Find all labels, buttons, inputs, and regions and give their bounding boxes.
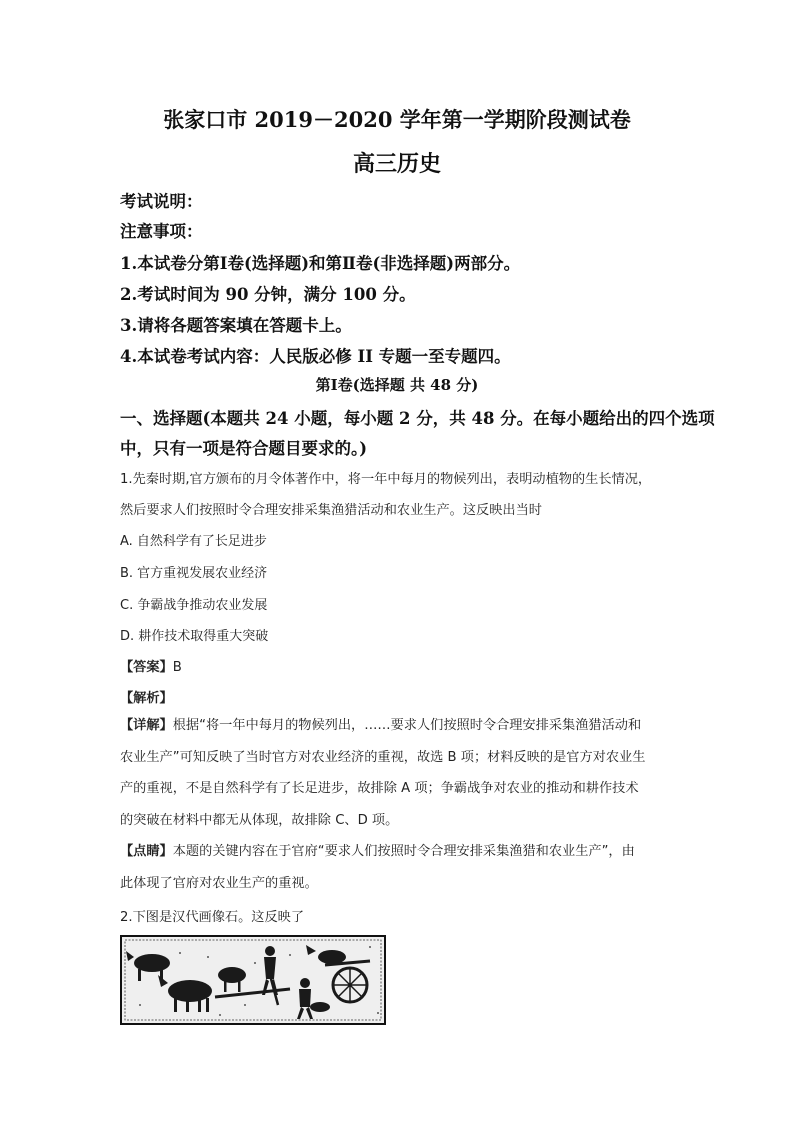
section-intro-line-1: 一、选择题(本题共 24 小题，每小题 2 分，共 48 分。在每小题给出的四个选项	[120, 409, 715, 428]
q1-detail	[120, 710, 676, 836]
instruction-item-1: 1.本试卷分第Ⅰ卷(选择题)和第Ⅱ卷(非选择题)两部分。	[120, 254, 521, 273]
comment-line-2: 此体现了官府对农业生产的重视。	[120, 875, 318, 891]
han-stone-relief-image	[120, 935, 386, 1025]
exam-subject: 高三历史	[352, 151, 441, 177]
exam-title: 张家口市 2019－2020 学年第一学期阶段测试卷	[163, 107, 631, 132]
instruction-item-4: 4.本试卷考试内容：人民版必修 II 专题一至专题四。	[120, 347, 511, 366]
detail-line-4: 的突破在材料中都无从体现，故排除 C、D 项。	[120, 812, 399, 828]
instruction-item-3: 3.请将各题答案填在答题卡上。	[120, 316, 352, 335]
q1-stem-line-1: 1.先秦时期,官方颁布的月令体著作中，将一年中每月的物候列出，表明动植物的生长情况，	[120, 472, 652, 487]
detail-line-3: 产的重视，不是自然科学有了长足进步，故排除 A 项；争霸战争对农业的推动和耕作技术	[120, 781, 639, 796]
detail-line-2: 农业生产”可知反映了当时官方对农业经济的重视，故选 B 项；材料反映的是官方对农业生	[120, 749, 646, 765]
comment-line-1: 【点睛】本题的关键内容在于官府“要求人们按照时令合理安排采集渔猎和农业生产”，由	[120, 844, 635, 859]
answer-value: B	[172, 660, 182, 675]
q1-comment	[120, 836, 676, 899]
answer-label: 【答案】	[120, 660, 173, 675]
q1-option-b: B. 官方重视发展农业经济	[120, 566, 268, 581]
section-intro-line-2: 中，只有一项是符合题目要求的。)	[120, 439, 368, 458]
comment-label: 【点睛】	[120, 844, 173, 859]
q1-option-d: D. 耕作技术取得重大突破	[120, 629, 269, 644]
exam-note-label: 考试说明：	[120, 192, 203, 211]
detail-label: 【详解】	[120, 718, 173, 733]
q1-answer	[120, 656, 182, 675]
section-heading: 第Ⅰ卷(选择题 共 48 分)	[315, 376, 479, 394]
attention-label: 注意事项：	[120, 222, 203, 241]
detail-line-1: 【详解】根据“将一年中每月的物候列出，……要求人们按照时令合理安排采集渔猎活动和	[120, 718, 642, 733]
q2-stem: 2.下图是汉代画像石。这反映了	[120, 910, 305, 925]
q1-stem-line-2: 然后要求人们按照时令合理安排采集渔猎活动和农业生产。这反映出当时	[120, 503, 542, 518]
instruction-item-2: 2.考试时间为 90 分钟，满分 100 分。	[120, 285, 416, 304]
q1-option-a: A. 自然科学有了长足进步	[120, 534, 267, 549]
q1-option-c: C. 争霸战争推动农业发展	[120, 598, 268, 613]
analysis-label: 【解析】	[120, 691, 173, 706]
